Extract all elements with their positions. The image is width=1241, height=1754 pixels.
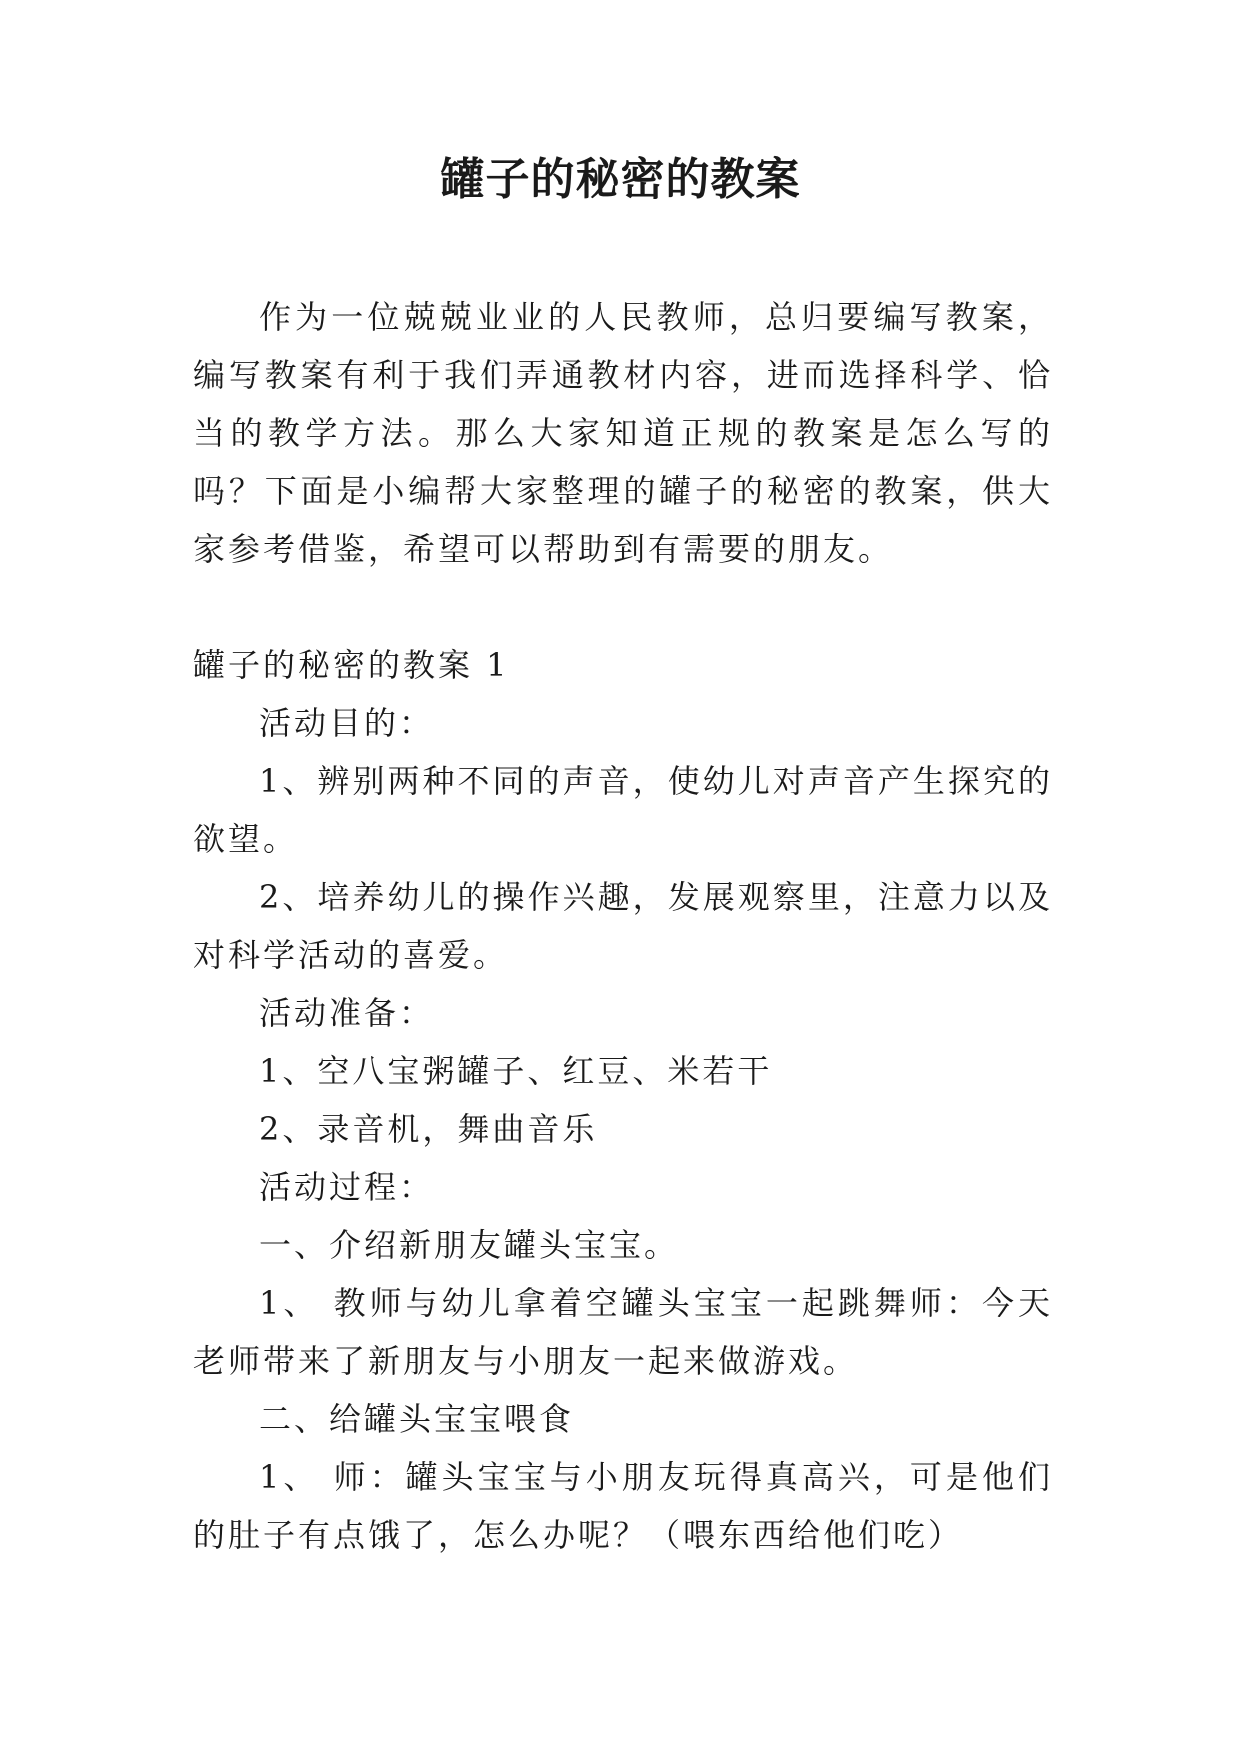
section-heading: 罐子的秘密的教案 1 <box>193 646 510 684</box>
paragraph-goal-2: 2、培养幼儿的操作兴趣，发展观察里，注意力以及对科学活动的喜爱。 <box>193 878 1053 974</box>
document-title: 罐子的秘密的教案 <box>440 154 801 205</box>
paragraph-preparation-1: 1、空八宝粥罐子、红豆、米若干 <box>259 1052 773 1090</box>
paragraph-process-heading: 活动过程： <box>259 1168 435 1206</box>
document-body <box>193 288 1053 1564</box>
intro-paragraph: 作为一位兢兢业业的人民教师，总归要编写教案，编写教案有利于我们弄通教材内容，进而选择科学、恰当的教学方法。那么大家知道正规的教案是怎么写的吗？下面是小编帮大家整理的罐子的秘密的教案，供大家参考借鉴，希望可以帮助到有需要的朋友。 <box>193 298 1053 568</box>
paragraph-activity-goal-heading: 活动目的： <box>259 704 435 742</box>
paragraph-process-step-1-detail: 1、 教师与幼儿拿着空罐头宝宝一起跳舞师：今天老师带来了新朋友与小朋友一起来做游戏。 <box>193 1284 1053 1380</box>
paragraph-process-step-2: 二、给罐头宝宝喂食 <box>259 1400 575 1438</box>
paragraph-process-step-1: 一、介绍新朋友罐头宝宝。 <box>259 1226 680 1264</box>
paragraph-preparation-heading: 活动准备： <box>259 994 435 1032</box>
paragraph-process-step-2-detail: 1、 师：罐头宝宝与小朋友玩得真高兴，可是他们的肚子有点饿了，怎么办呢？（喂东西给他们吃） <box>193 1458 1053 1554</box>
paragraph-goal-1: 1、辨别两种不同的声音，使幼儿对声音产生探究的欲望。 <box>193 762 1053 858</box>
paragraph-preparation-2: 2、录音机，舞曲音乐 <box>259 1110 598 1148</box>
